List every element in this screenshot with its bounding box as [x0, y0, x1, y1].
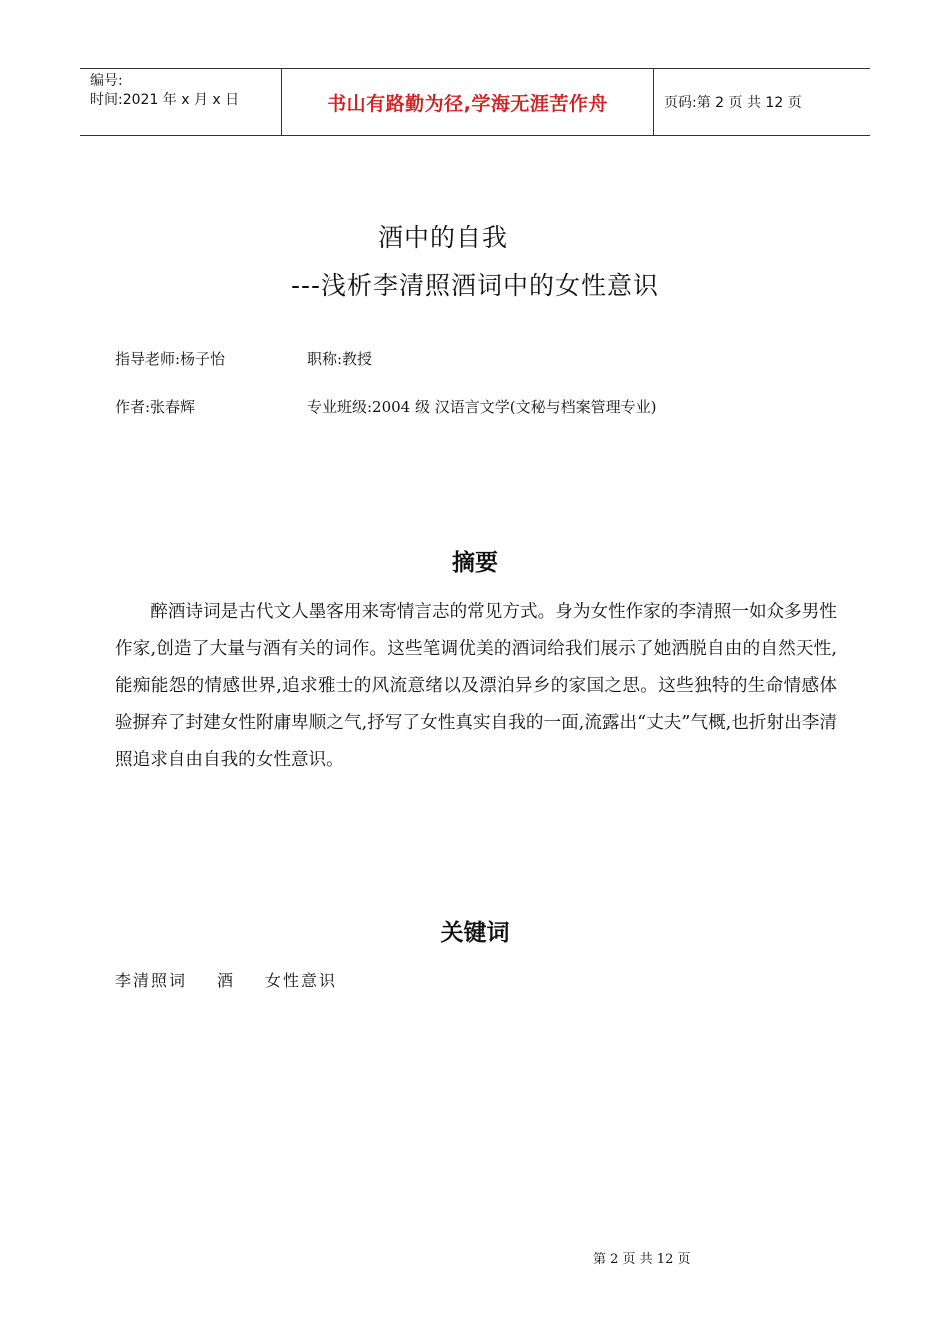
advisor-rank: 职称:教授 — [307, 350, 373, 368]
header-page-info: 页码:第 2 页 共 12 页 — [664, 95, 802, 111]
abstract-body: 醉酒诗词是古代文人墨客用来寄情言志的常见方式。身为女性作家的李清照一如众多男性作家,创造了大量与酒有关的词作。这些笔调优美的酒词给我们展示了她洒脱自由的自然天性,能痴能怨的情感世界,追求雅士的风流意绪以及漂泊异乡的家国之思。这些独特的生命情感体验摒弃了封建女性附庸卑顺之气,抒写了女性真实自我的一面,流露出“丈夫”气概,也折射出李清照追求自由自我的女性意识。 — [115, 602, 837, 770]
keywords-heading: 关键词 — [440, 920, 510, 946]
page-footer: 第 2 页 共 12 页 — [593, 1252, 691, 1267]
keyword-item: 李清照词 — [115, 971, 188, 990]
header-left-cell — [80, 69, 281, 135]
header-motto: 书山有路勤为径,学海无涯苦作舟 — [281, 69, 654, 135]
author-info: 作者:张春辉 — [115, 398, 196, 416]
abstract-heading: 摘要 — [452, 550, 498, 576]
header-table — [80, 68, 870, 136]
advisor-info: 指导老师:杨子怡 — [115, 350, 226, 368]
document-subtitle: ---浅析李清照酒词中的女性意识 — [290, 271, 660, 300]
document-time-label: 时间:2021 年 x 月 x 日 — [90, 92, 240, 108]
major-class-info: 专业班级:2004 级 汉语言文学(文秘与档案管理专业) — [307, 398, 657, 416]
document-title — [0, 218, 950, 254]
document-number-label: 编号: — [90, 73, 123, 89]
keyword-item: 酒 — [217, 971, 236, 990]
keyword-item: 女性意识 — [265, 971, 338, 990]
title-main: 酒中的自我 — [377, 223, 508, 252]
keywords-list — [115, 968, 337, 991]
